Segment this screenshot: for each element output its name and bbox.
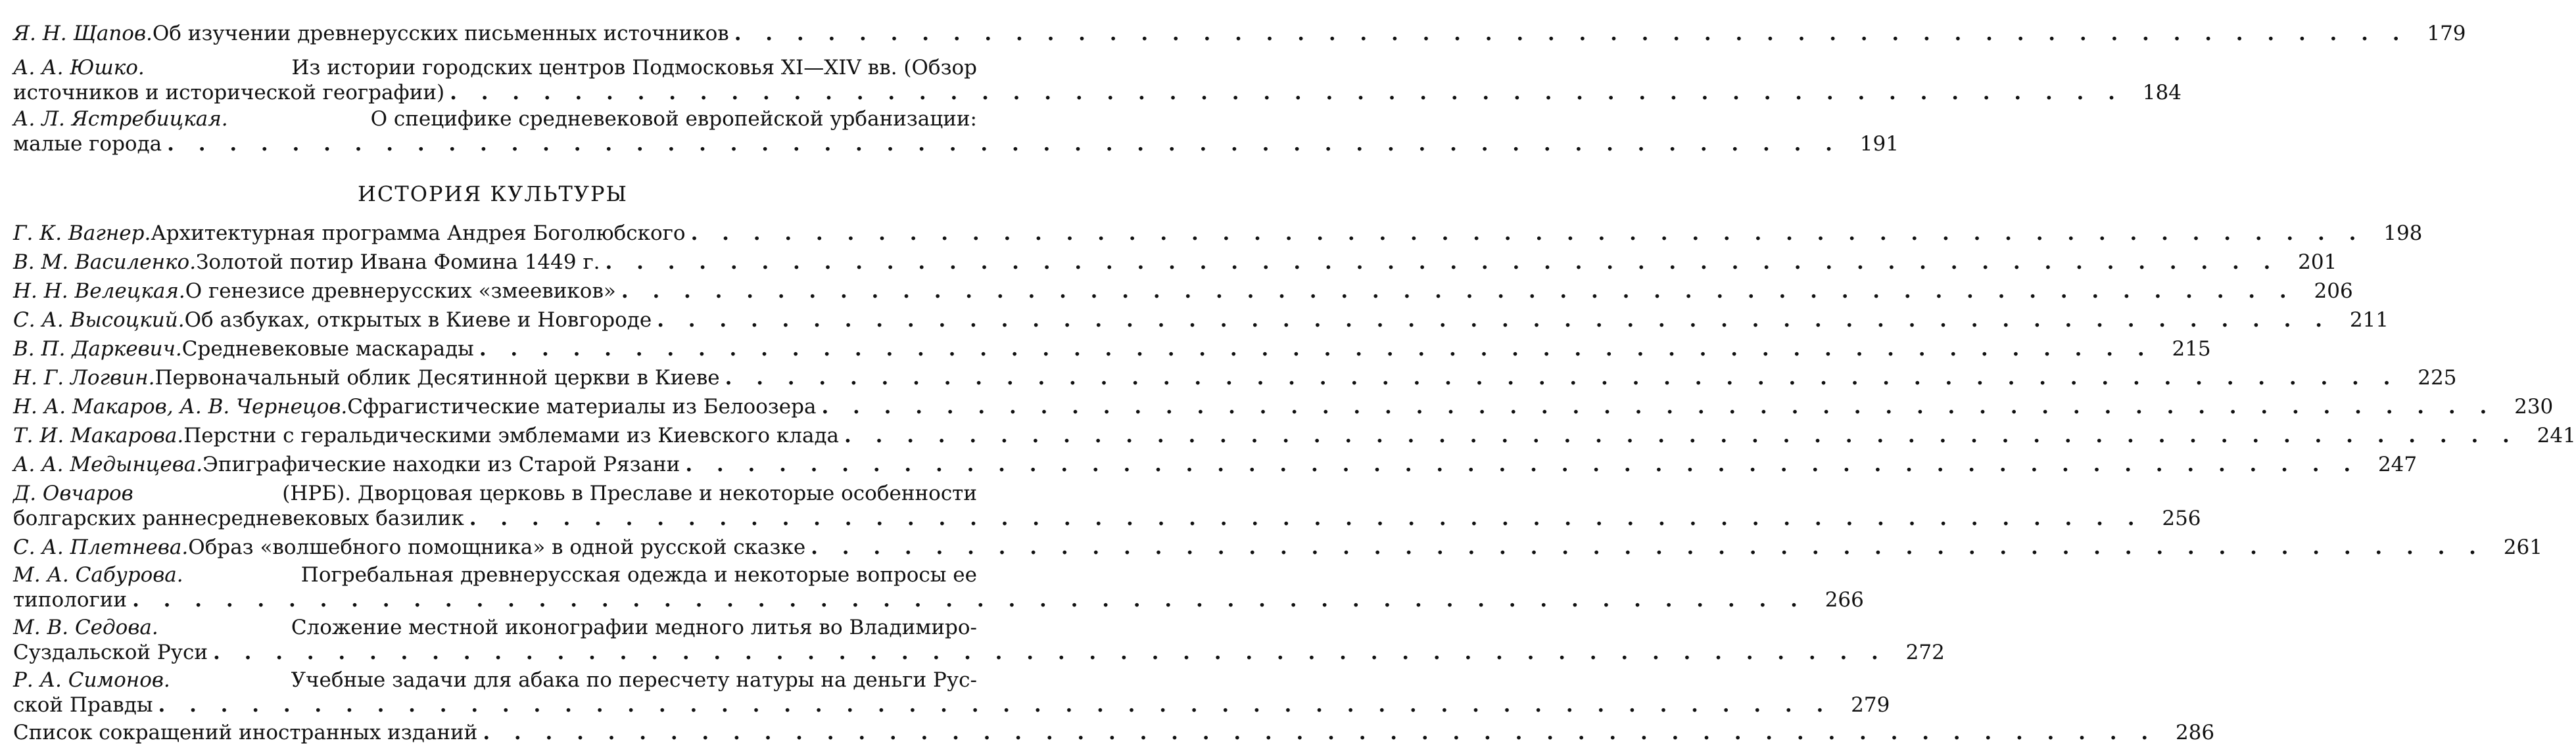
toc-entry-line (13, 21, 2466, 46)
dot-leader: . . . . . . . . . . . . . . . . . . . . . . . . . . . . . . . . . . . . . . . . . . . . . . . . . . . . . . (450, 81, 2124, 104)
entry-title: Образ «волшебного помощника» в одной русской сказке (188, 536, 806, 559)
dot-leader: . . . . . . . . . . . . . . . . . . . . . . . . . . . . . . . . . . . . . . . . . . . . . . . . . . . . . . (821, 395, 2496, 419)
page-number: 286 (2175, 721, 2215, 744)
toc-entry-line (13, 131, 1899, 156)
page-number: 184 (2142, 81, 2182, 104)
toc-entry[interactable] (13, 562, 1864, 612)
page-number: 215 (2172, 337, 2211, 361)
entry-title: Архитектурная программа Андрея Боголюбского (151, 221, 686, 245)
toc-entry-line (13, 80, 2182, 105)
entry-author: М. В. Седова. (13, 616, 158, 639)
entry-title: Золотой потир Ивана Фомина 1449 г. (196, 250, 600, 274)
entry-author: Н. Г. Логвин. (13, 366, 155, 390)
entry-title: Средневековые маскарады (181, 337, 474, 361)
entry-title: малые города (13, 132, 162, 156)
entry-title: Эпиграфические находки из Старой Рязани (203, 453, 680, 476)
toc-entry[interactable] (13, 615, 1945, 665)
entry-title: Суздальской Руси (13, 641, 208, 664)
toc-entry-line (13, 535, 2542, 560)
entry-author: Н. А. Макаров, А. В. Чернецов. (13, 395, 348, 419)
entry-author: М. А. Сабурова. (13, 563, 183, 587)
entry-author: Г. К. Вагнер. (13, 221, 151, 245)
entry-author: А. А. Медынцева. (13, 453, 203, 476)
entry-title: Сфрагистические материалы из Белоозера (347, 395, 817, 419)
entry-title: болгарских раннесредневековых базилик (13, 507, 464, 530)
toc-entry-line (13, 55, 977, 80)
page-number: 266 (1825, 588, 1864, 612)
toc-entry-line (13, 279, 2353, 304)
entry-title: источников и исторической географии) (13, 81, 445, 104)
page-number: 241 (2537, 424, 2576, 447)
dot-leader: . . . . . . . . . . . . . . . . . . . . . . . . . . . . . . . . . . . . . . . . . . . . . . . . . . . . . . (811, 536, 2485, 559)
toc-entry[interactable] (13, 535, 2542, 560)
entry-author: Т. И. Макарова. (13, 424, 184, 447)
entry-author: Р. А. Симонов. (13, 668, 170, 692)
dot-leader: . . . . . . . . . . . . . . . . . . . . . . . . . . . . . . . . . . . . . . . . . . . . . . . . . . . . . . (605, 250, 2279, 274)
toc-entry-line (13, 720, 2215, 745)
entry-author: С. А. Плетнева. (13, 536, 189, 559)
dot-leader: . . . . . . . . . . . . . . . . . . . . . . . . . . . . . . . . . . . . . . . . . . . . . . . . . . . . . . (657, 308, 2331, 332)
page-number: 225 (2418, 366, 2457, 390)
entry-author: Я. Н. Щапов. (13, 22, 153, 45)
dot-leader: . . . . . . . . . . . . . . . . . . . . . . . . . . . . . . . . . . . . . . . . . . . . . . . . . . . . . . (483, 721, 2157, 744)
dot-leader: . . . . . . . . . . . . . . . . . . . . . . . . . . . . . . . . . . . . . . . . . . . . . . . . . . . . . . (725, 366, 2399, 390)
entry-title: Перстни с геральдическими эмблемами из Киевского клада (183, 424, 840, 447)
page-number: 191 (1859, 132, 1899, 156)
toc-entry-line (13, 587, 1864, 612)
page-number: 261 (2503, 536, 2542, 559)
toc-entry[interactable] (13, 21, 2466, 46)
dot-leader: . . . . . . . . . . . . . . . . . . . . . . . . . . . . . . . . . . . . . . . . . . . . . . . . . . . . . . (685, 453, 2360, 476)
entry-title: Об азбуках, открытых в Киеве и Новгороде (184, 308, 652, 332)
entry-author: В. П. Даркевич. (13, 337, 182, 361)
page-number: 247 (2377, 453, 2418, 476)
entry-title: Погребальная древнерусская одежда и некоторые вопросы ее (300, 563, 977, 587)
entry-author: В. М. Василенко. (13, 250, 197, 274)
dot-leader: . . . . . . . . . . . . . . . . . . . . . . . . . . . . . . . . . . . . . . . . . . . . . . . . . . . . . . (167, 132, 1841, 156)
toc-entry-line (13, 640, 1945, 665)
toc-entry[interactable] (13, 55, 2182, 105)
toc-entry-line (13, 336, 2211, 361)
toc-entry[interactable] (13, 308, 2389, 332)
toc-entry-line (13, 481, 977, 506)
toc-entry[interactable] (13, 336, 2211, 361)
dot-leader: . . . . . . . . . . . . . . . . . . . . . . . . . . . . . . . . . . . . . . . . . . . . . . . . . . . . . . (158, 693, 1832, 717)
toc-entry[interactable] (13, 668, 1890, 718)
entry-title: О специфике средневековой европейской урбанизации: (370, 107, 977, 131)
entry-title: Первоначальный облик Десятинной церкви в Киеве (155, 366, 720, 390)
toc-entry[interactable] (13, 481, 2201, 531)
toc-entry-line (13, 221, 2423, 246)
page-number: 201 (2298, 250, 2337, 274)
entry-author: А. А. Юшко. (13, 56, 145, 80)
entry-title: Учебные задачи для абака по пересчету натуры на деньги Рус- (291, 668, 977, 692)
toc-entry[interactable] (13, 423, 2576, 448)
toc-entry[interactable] (13, 452, 2418, 477)
toc-entry-line (13, 693, 1890, 718)
dot-leader: . . . . . . . . . . . . . . . . . . . . . . . . . . . . . . . . . . . . . . . . . . . . . . . . . . . . . . (734, 22, 2408, 45)
page-number: 198 (2383, 221, 2423, 245)
toc-entry-line (13, 394, 2554, 419)
toc-entry[interactable] (13, 365, 2457, 390)
entry-title: ской Правды (13, 693, 153, 717)
entry-author: Н. Н. Велецкая. (13, 279, 185, 303)
toc-entry-line (13, 250, 2337, 275)
entry-title: типологии (13, 588, 128, 612)
entry-author: Д. Овчаров (13, 482, 133, 505)
toc-entry[interactable] (13, 106, 1899, 156)
entry-title: (НРБ). Дворцовая церковь в Преславе и некоторые особенности (282, 482, 977, 505)
dot-leader: . . . . . . . . . . . . . . . . . . . . . . . . . . . . . . . . . . . . . . . . . . . . . . . . . . . . . . (621, 279, 2295, 303)
toc-entry-line (13, 106, 977, 131)
toc-entry-line (13, 615, 977, 640)
page-number: 279 (1851, 693, 1890, 717)
toc-entry-line (13, 562, 977, 587)
entry-title: Сложение местной иконографии медного литья во Владимиро- (291, 616, 977, 639)
dot-leader: . . . . . . . . . . . . . . . . . . . . . . . . . . . . . . . . . . . . . . . . . . . . . . . . . . . . . . (479, 337, 2153, 361)
page-number: 211 (2349, 308, 2389, 332)
dot-leader: . . . . . . . . . . . . . . . . . . . . . . . . . . . . . . . . . . . . . . . . . . . . . . . . . . . . . . (844, 424, 2518, 447)
page-number: 272 (1905, 641, 1945, 664)
toc-entry[interactable] (13, 394, 2554, 419)
toc-entry-line (13, 668, 977, 693)
toc-entry[interactable] (13, 221, 2423, 246)
page-number: 256 (2162, 507, 2201, 530)
entry-title: О генезисе древнерусских «змеевиков» (185, 279, 616, 303)
entry-author: А. Л. Ястребицкая. (13, 107, 228, 131)
entry-title: Список сокращений иностранных изданий (13, 721, 478, 744)
dot-leader: . . . . . . . . . . . . . . . . . . . . . . . . . . . . . . . . . . . . . . . . . . . . . . . . . . . . . . (469, 507, 2143, 530)
page-number: 179 (2427, 22, 2466, 45)
page-number: 230 (2514, 395, 2554, 419)
toc-entry-line (13, 308, 2389, 332)
toc-entry-line (13, 365, 2457, 390)
entry-author: С. А. Высоцкий. (13, 308, 185, 332)
dot-leader: . . . . . . . . . . . . . . . . . . . . . . . . . . . . . . . . . . . . . . . . . . . . . . . . . . . . . . (690, 221, 2365, 245)
dot-leader: . . . . . . . . . . . . . . . . . . . . . . . . . . . . . . . . . . . . . . . . . . . . . . . . . . . . . . (132, 588, 1806, 612)
toc-entry-line (13, 423, 2576, 448)
dot-leader: . . . . . . . . . . . . . . . . . . . . . . . . . . . . . . . . . . . . . . . . . . . . . . . . . . . . . . (213, 641, 1887, 664)
entry-title: Из истории городских центров Подмосковья XI—XIV вв. (Обзор (291, 56, 977, 80)
entry-title: Об изучении древнерусских письменных источников (152, 22, 729, 45)
toc-entry-line (13, 506, 2201, 531)
toc-entry-line (13, 452, 2418, 477)
page-number: 206 (2314, 279, 2353, 303)
toc-entry[interactable] (13, 720, 2215, 745)
toc-entry[interactable] (13, 250, 2337, 275)
toc-entry[interactable] (13, 279, 2353, 304)
section-heading: ИСТОРИЯ КУЛЬТУРЫ (357, 181, 629, 206)
